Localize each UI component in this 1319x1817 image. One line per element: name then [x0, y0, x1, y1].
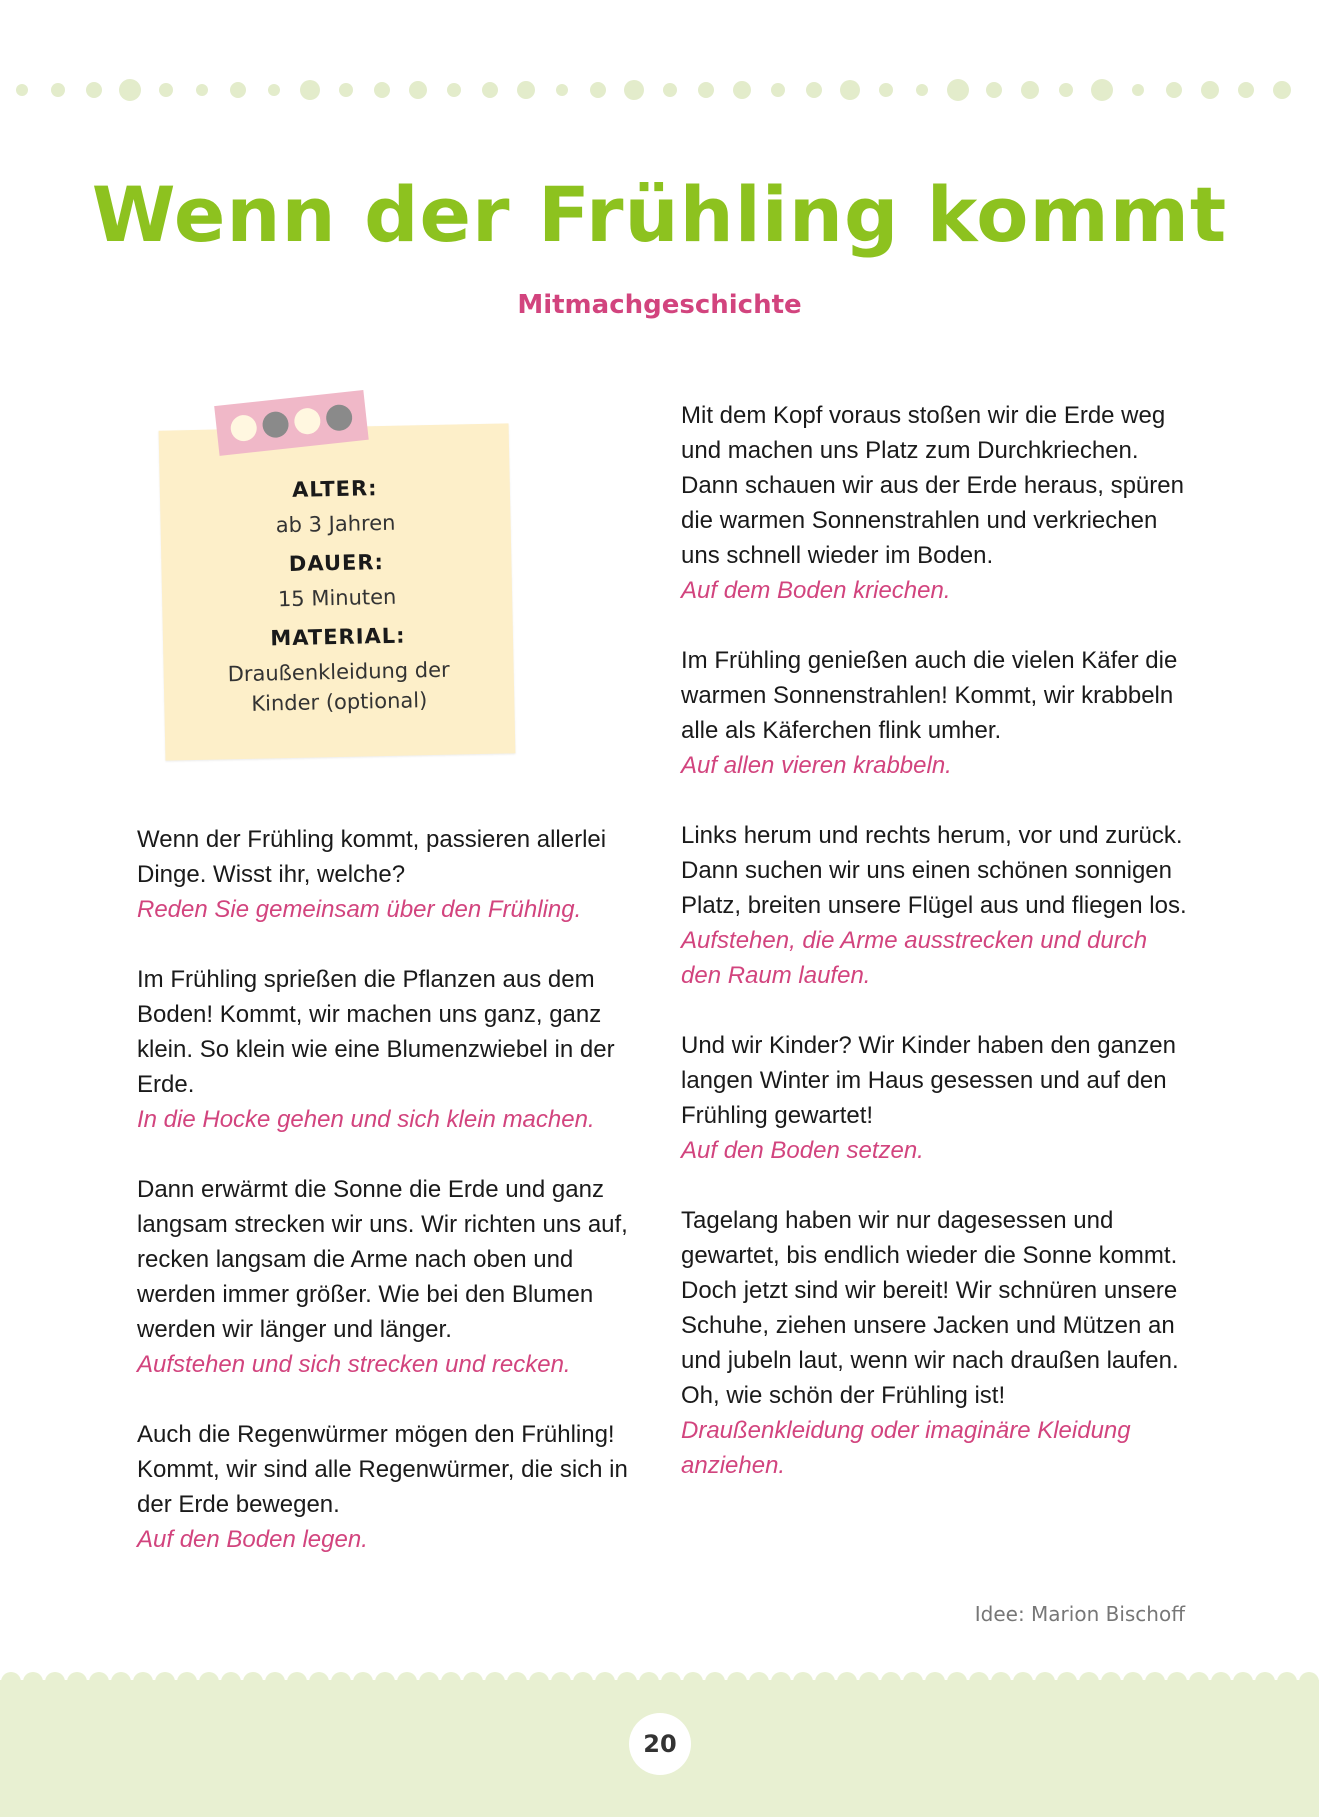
cat-sticker-icon [229, 414, 258, 443]
cat-sticker-icon [325, 403, 354, 432]
action-instruction: Auf den Boden legen. [137, 1526, 368, 1553]
story-text: Und wir Kinder? Wir Kinder haben den ganzen langen Winter im Haus gesessen und auf den Frühling gewartet! [681, 1032, 1176, 1129]
age-value: ab 3 Jahren [275, 510, 396, 538]
story-text: Auch die Regenwürmer mögen den Frühling! Kommt, wir sind alle Regenwürmer, die sich in der Erde bewegen. [137, 1421, 628, 1518]
action-instruction: Aufstehen, die Arme ausstrecken und durch den Raum laufen. [681, 927, 1148, 989]
story-paragraph [681, 1028, 1191, 1168]
duration-label: DAUER: [288, 550, 385, 576]
age-label: ALTER: [291, 476, 378, 502]
action-instruction: In die Hocke gehen und sich klein machen. [137, 1106, 595, 1133]
action-instruction: Auf allen vieren krabbeln. [681, 752, 952, 779]
page-number: 20 [629, 1713, 691, 1775]
story-column-right [681, 398, 1191, 1518]
action-instruction: Aufstehen und sich strecken und recken. [137, 1351, 571, 1378]
action-instruction: Reden Sie gemeinsam über den Frühling. [137, 896, 582, 923]
story-text: Im Frühling genießen auch die vielen Käfer die warmen Sonnenstrahlen! Kommt, wir krabbeln alle als Käferchen flink umher. [681, 647, 1178, 744]
duration-value: 15 Minuten [277, 584, 397, 612]
story-paragraph [137, 822, 647, 927]
story-text: Tagelang haben wir nur dagesessen und gewartet, bis endlich wieder die Sonne kommt. Doch jetzt sind wir bereit! Wir schnüren unsere Schuhe, ziehen unsere Jacken und Mützen an und jubeln laut, wenn wir nach draußen laufen. Oh, wie schön der Frühling ist! [681, 1207, 1179, 1409]
story-text: Mit dem Kopf voraus stoßen wir die Erde weg und machen uns Platz zum Durchkriechen. Dann schauen wir aus der Erde heraus, spüren die warmen Sonnenstrahlen und verkriechen uns schnell wieder im Boden. [681, 402, 1184, 569]
info-card [159, 423, 516, 760]
story-paragraph [137, 962, 647, 1137]
story-paragraph [681, 818, 1191, 993]
page-title: Wenn der Frühling kommt [91, 170, 1228, 259]
story-paragraph [681, 1203, 1191, 1483]
story-paragraph [137, 1172, 647, 1382]
story-text: Wenn der Frühling kommt, passieren allerlei Dinge. Wisst ihr, welche? [137, 826, 607, 888]
action-instruction: Auf den Boden setzen. [681, 1137, 924, 1164]
author-credit: Idee: Marion Bischoff [974, 1602, 1185, 1626]
story-column-left [137, 822, 647, 1592]
story-text: Im Frühling sprießen die Pflanzen aus dem Boden! Kommt, wir machen uns ganz, ganz klein. So klein wie eine Blumenzwiebel in der Erde. [137, 966, 615, 1098]
cat-sticker-icon [293, 407, 322, 436]
decorative-dot-border [0, 70, 1319, 110]
cat-sticker-icon [261, 410, 290, 439]
footer-scallop-edge [0, 1668, 1319, 1692]
story-text: Links herum und rechts herum, vor und zurück. Dann suchen wir uns einen schönen sonnigen Platz, breiten unsere Flügel aus und fliegen los. [681, 822, 1187, 919]
material-value: Draußenkleidung der Kinder (optional) [227, 657, 450, 716]
story-paragraph [681, 643, 1191, 783]
story-paragraph [681, 398, 1191, 608]
action-instruction: Draußenkleidung oder imaginäre Kleidung anziehen. [681, 1417, 1131, 1479]
material-label: MATERIAL: [270, 623, 406, 651]
story-paragraph [137, 1417, 647, 1557]
page-subtitle: Mitmachgeschichte [517, 290, 802, 320]
action-instruction: Auf dem Boden kriechen. [681, 577, 951, 604]
story-text: Dann erwärmt die Sonne die Erde und ganz langsam strecken wir uns. Wir richten uns auf, recken langsam die Arme nach oben und werden immer größer. Wie bei den Blumen werden wir länger und länger. [137, 1176, 628, 1343]
